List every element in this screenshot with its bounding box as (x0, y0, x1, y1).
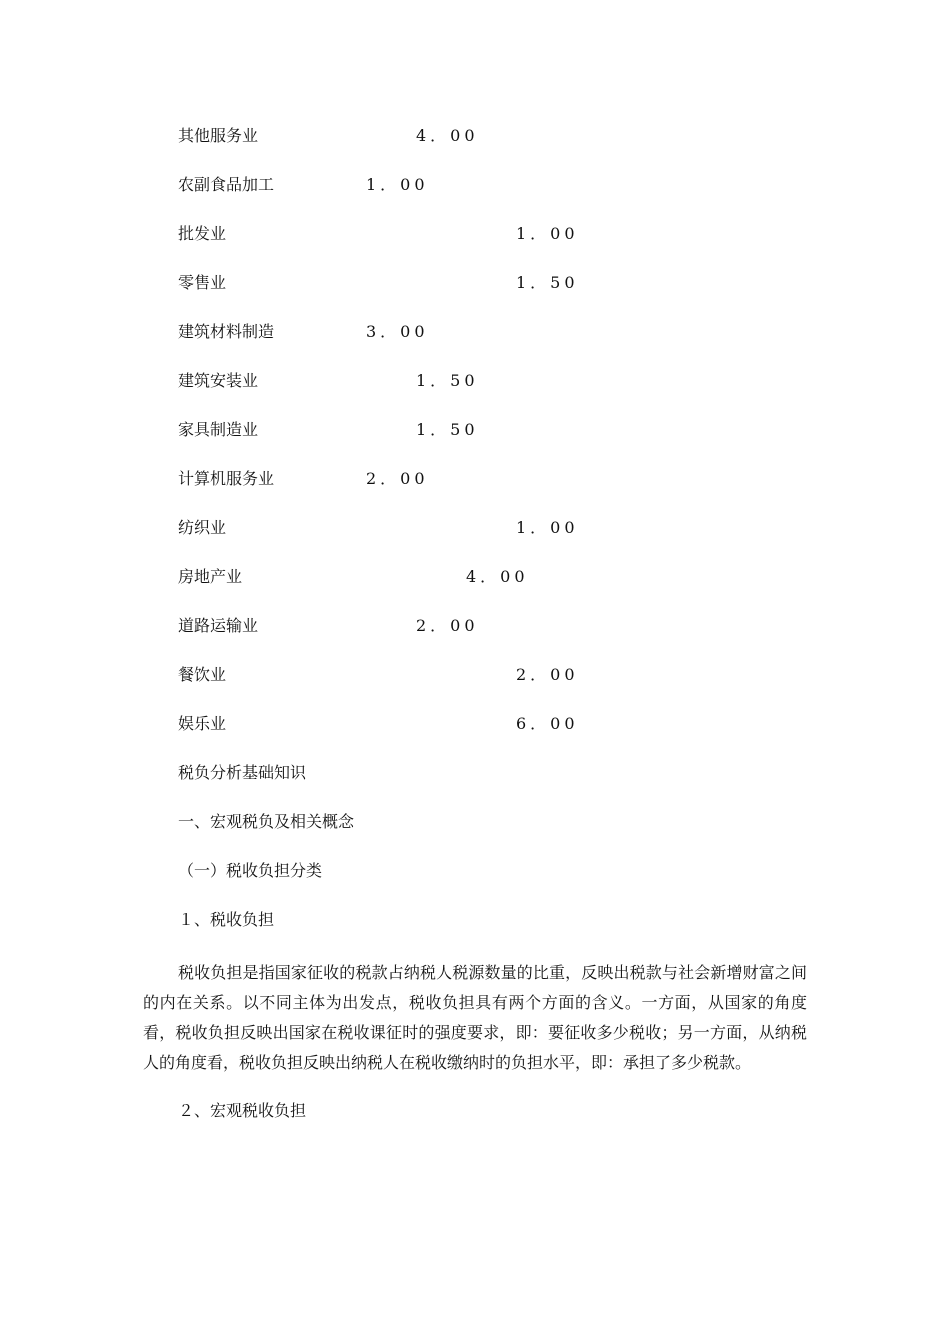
industry-label: 零售业 (178, 273, 227, 292)
heading-level-3: ２、宏观税收负担 (178, 1101, 307, 1120)
industry-label: 家具制造业 (178, 420, 259, 439)
rate-value: 2．00 (516, 665, 579, 684)
heading-level-3: １、税收负担 (178, 910, 275, 929)
rate-value: 6．00 (516, 714, 579, 733)
industry-label: 其他服务业 (178, 126, 259, 145)
industry-label: 计算机服务业 (178, 469, 275, 488)
rate-value: 1．00 (516, 224, 579, 243)
rate-value: 1．00 (516, 518, 579, 537)
industry-label: 批发业 (178, 224, 227, 243)
industry-label: 建筑材料制造 (178, 322, 275, 341)
rate-value: 1．50 (416, 420, 479, 439)
heading-level-1: 一、宏观税负及相关概念 (178, 812, 355, 831)
industry-label: 农副食品加工 (178, 175, 275, 194)
rate-value: 2．00 (366, 469, 429, 488)
rate-value: 1．00 (366, 175, 429, 194)
rate-value: 4．00 (416, 126, 479, 145)
industry-label: 纺织业 (178, 518, 227, 537)
industry-label: 娱乐业 (178, 714, 227, 733)
industry-label: 餐饮业 (178, 665, 227, 684)
section-title: 税负分析基础知识 (178, 763, 307, 782)
industry-label: 道路运输业 (178, 616, 259, 635)
rate-value: 1．50 (516, 273, 579, 292)
industry-label: 建筑安装业 (178, 371, 259, 390)
rate-value: 4．00 (466, 567, 529, 586)
rate-value: 1．50 (416, 371, 479, 390)
rate-value: 2．00 (416, 616, 479, 635)
rate-value: 3．00 (366, 322, 429, 341)
body-paragraph: 税收负担是指国家征收的税款占纳税人税源数量的比重，反映出税款与社会新增财富之间的内在关系。以不同主体为出发点，税收负担具有两个方面的含义。一方面，从国家的角度看，税收负担反映出国家在税收课征时的强度要求，即：要征收多少税收；另一方面，从纳税人的角度看，税收负担反映出纳税人在税收缴纳时的负担水平，即：承担了多少税款。 (143, 963, 807, 1072)
heading-level-2: （一）税收负担分类 (178, 861, 323, 880)
industry-label: 房地产业 (178, 567, 243, 586)
